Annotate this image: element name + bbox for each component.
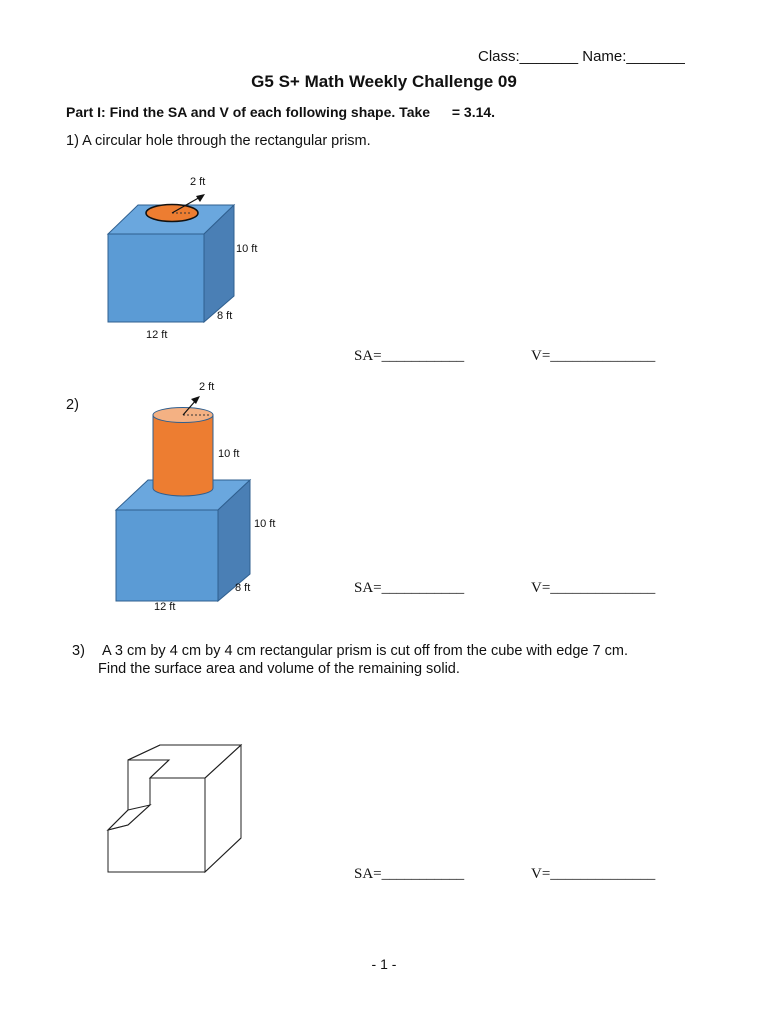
q1-sa-blank[interactable]: SA=___________ bbox=[354, 348, 465, 364]
question-3-line-1: A 3 cm by 4 cm by 4 cm rectangular prism is cut off from the cube with edge 7 cm. bbox=[102, 643, 628, 659]
page-title: G5 S+ Math Weekly Challenge 09 bbox=[251, 72, 517, 91]
question-2-number: 2) bbox=[66, 397, 79, 413]
q3-v-blank[interactable]: V=______________ bbox=[531, 866, 656, 882]
q1-radius-label: 2 ft bbox=[190, 176, 206, 188]
q2-v-blank[interactable]: V=______________ bbox=[531, 580, 656, 596]
class-name-line: Class:_______ Name:_______ bbox=[478, 48, 685, 65]
pi-value: = 3.14. bbox=[451, 104, 496, 120]
instruction-text: Part I: Find the SA and V of each following shape. Take bbox=[66, 104, 431, 120]
question-3-line-2: Find the surface area and volume of the remaining solid. bbox=[98, 661, 460, 677]
page-number: - 1 - bbox=[371, 956, 397, 972]
q2-sa-blank[interactable]: SA=___________ bbox=[354, 580, 465, 596]
q1-width-label: 12 ft bbox=[146, 329, 168, 341]
question-3-number: 3) bbox=[72, 643, 85, 659]
q2-cylinder-height-label: 10 ft bbox=[218, 448, 240, 460]
q2-depth-label: 8 ft bbox=[235, 582, 251, 594]
q3-sa-blank[interactable]: SA=___________ bbox=[354, 866, 465, 882]
q2-radius-label: 2 ft bbox=[199, 381, 215, 393]
q2-prism-height-label: 10 ft bbox=[254, 518, 276, 530]
q1-depth-label: 8 ft bbox=[217, 310, 233, 322]
question-1-text: 1) A circular hole through the rectangular prism. bbox=[66, 133, 371, 149]
q1-height-label: 10 ft bbox=[236, 243, 258, 255]
q2-width-label: 12 ft bbox=[154, 601, 176, 613]
q1-v-blank[interactable]: V=______________ bbox=[531, 348, 656, 364]
